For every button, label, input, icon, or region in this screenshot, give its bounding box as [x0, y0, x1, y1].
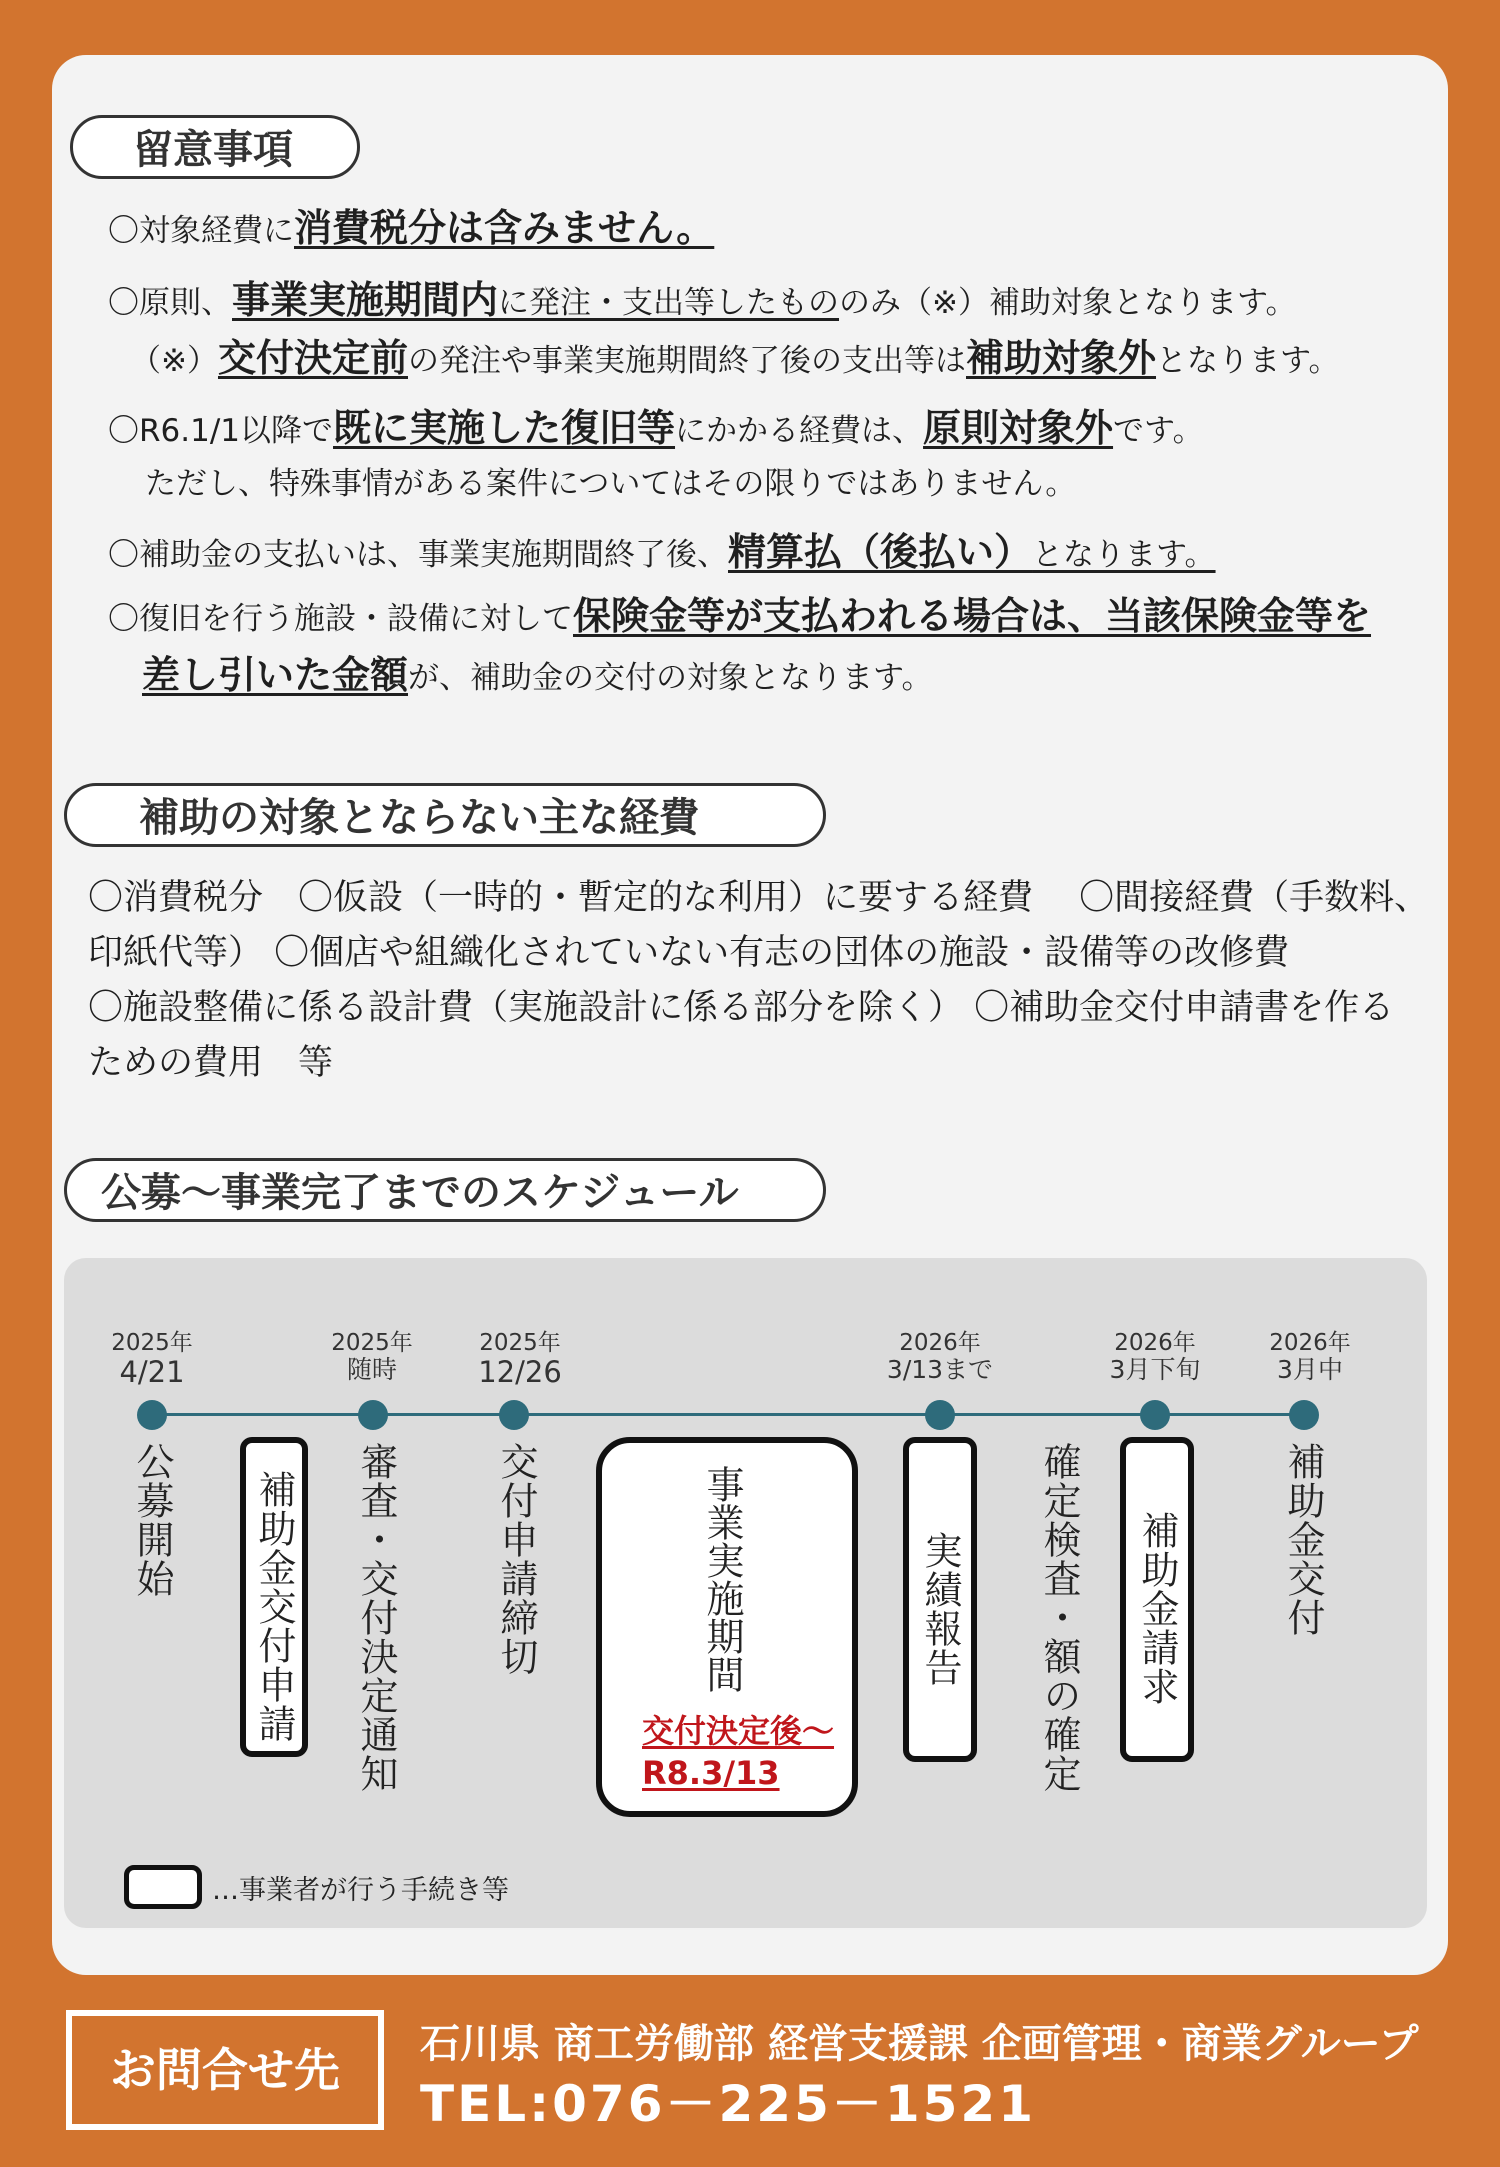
date-label: 2026年 3月中 [1269, 1330, 1351, 1385]
timeline-line [151, 1413, 1304, 1416]
contact-tel: TEL:076－225－1521 [420, 2075, 1037, 2133]
note-line-2: 〇原則、事業実施期間内に発注・支出等したもののみ（※）補助対象となります。 [108, 278, 1297, 322]
period-note: 交付決定後～ R8.3/13 [642, 1712, 835, 1792]
timeline-dot [1140, 1400, 1170, 1430]
note-line-7: 〇復旧を行う施設・設備に対して保険金等が支払われる場合は、当該保険金等を [108, 594, 1372, 638]
step-period: 事業実施期間 [700, 1465, 744, 1693]
schedule-heading: 公募～事業完了までのスケジュール [64, 1158, 826, 1222]
excluded-line-3: 〇施設整備に係る設計費（実施設計に係る部分を除く） 〇補助金交付申請書を作る [88, 988, 1395, 1028]
step-inspect: 確定検査・額の確定 [1037, 1442, 1081, 1793]
contact-org: 石川県 商工労働部 経営支援課 企画管理・商業グループ [420, 2021, 1419, 2067]
contact-label: お問合せ先 [66, 2010, 384, 2130]
timeline-dot [358, 1400, 388, 1430]
step-start: 公募開始 [130, 1442, 174, 1598]
note-line-4: 〇R6.1/1以降で既に実施した復旧等にかかる経費は、原則対象外です。 [108, 406, 1204, 450]
note-line-3: （※）交付決定前の発注や事業実施期間終了後の支出等は補助対象外となります。 [130, 336, 1340, 380]
timeline-dot [925, 1400, 955, 1430]
excluded-line-1: 〇消費税分 〇仮設（一時的・暫定的な利用）に要する経費 〇間接経費（手数料、 [88, 878, 1430, 918]
step-report-box [903, 1437, 977, 1762]
note-line-1: 〇対象経費に消費税分は含みません。 [108, 206, 715, 250]
step-claim: 補助金請求 [1135, 1511, 1179, 1706]
date-label: 2025年 4/21 [111, 1330, 193, 1390]
excluded-line-2: 印紙代等） 〇個店や組織化されていない有志の団体の施設・設備等の改修費 [88, 933, 1290, 973]
note-line-6: 〇補助金の支払いは、事業実施期間終了後、精算払（後払い）となります。 [108, 530, 1216, 574]
step-review: 審査・交付決定通知 [354, 1442, 398, 1793]
notes-heading: 留意事項 [70, 115, 360, 179]
implementation-period-box [596, 1437, 858, 1817]
timeline-dot [137, 1400, 167, 1430]
date-label: 2025年 12/26 [478, 1330, 562, 1390]
step-report: 実績報告 [918, 1530, 962, 1687]
legend-text: …事業者が行う手続き等 [212, 1875, 509, 1906]
legend-box [124, 1865, 202, 1909]
step-grant: 補助金交付 [1281, 1442, 1325, 1637]
note-line-5: ただし、特殊事情がある案件についてはその限りではありません。 [145, 466, 1077, 502]
timeline-dot [499, 1400, 529, 1430]
step-apply-box [240, 1437, 308, 1757]
note-line-8: 差し引いた金額が、補助金の交付の対象となります。 [142, 653, 933, 697]
date-label: 2026年 3月下旬 [1109, 1330, 1201, 1385]
excluded-line-4: ための費用 等 [88, 1043, 334, 1083]
step-apply: 補助金交付申請 [252, 1469, 296, 1743]
date-label: 2026年 3/13まで [886, 1330, 994, 1385]
step-deadline: 交付申請締切 [494, 1442, 538, 1676]
date-label: 2025年 随時 [331, 1330, 413, 1385]
excluded-heading: 補助の対象とならない主な経費 [64, 783, 826, 847]
step-claim-box [1120, 1437, 1194, 1762]
timeline-dot [1289, 1400, 1319, 1430]
